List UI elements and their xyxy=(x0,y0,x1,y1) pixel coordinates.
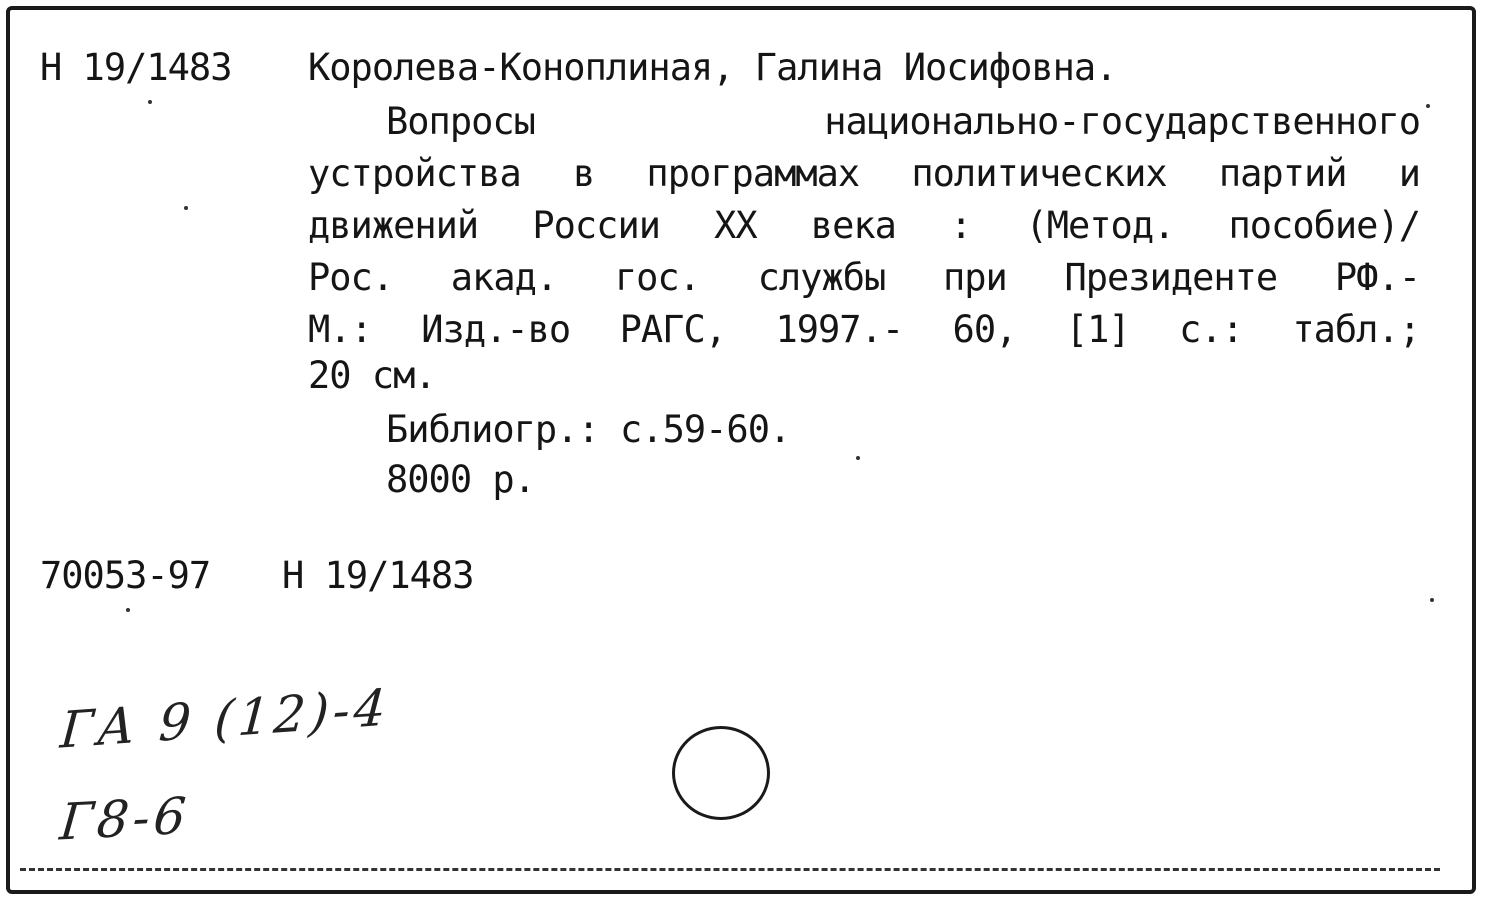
speck-mark xyxy=(184,206,188,210)
author-line: Королева-Коноплиная, Галина Иосифовна. xyxy=(308,46,1117,89)
speck-mark xyxy=(1430,598,1434,602)
bottom-dashed-rule xyxy=(20,868,1440,871)
stamp-circle xyxy=(672,726,770,820)
title-line-6: 20 см. xyxy=(308,354,436,397)
handwritten-code: Г8-6 xyxy=(57,786,193,852)
title-line-4: Рос. акад. гос. службы при Президенте РФ.- xyxy=(308,256,1420,299)
inventory-number: 70053-97 xyxy=(40,554,211,597)
inventory-call-number: Н 19/1483 xyxy=(282,554,474,597)
speck-mark xyxy=(1426,104,1430,108)
bibliography-note: Библиогр.: с.59-60. xyxy=(386,408,791,451)
call-number: Н 19/1483 xyxy=(40,46,232,89)
title-line-3: движений России XX века : (Метод. пособие)/ xyxy=(308,204,1420,247)
handwritten-classification: ГА 9 (12)-4 xyxy=(58,678,392,760)
speck-mark xyxy=(856,456,860,460)
price: 8000 р. xyxy=(386,458,535,501)
speck-mark xyxy=(126,608,130,612)
speck-mark xyxy=(148,100,152,104)
title-line-5: М.: Изд.-во РАГС, 1997.- 60, [1] с.: табл.; xyxy=(308,308,1420,351)
title-line-1: Вопросы национально-государственного xyxy=(386,100,1420,143)
title-line-2: устройства в программах политических партий и xyxy=(308,152,1420,195)
